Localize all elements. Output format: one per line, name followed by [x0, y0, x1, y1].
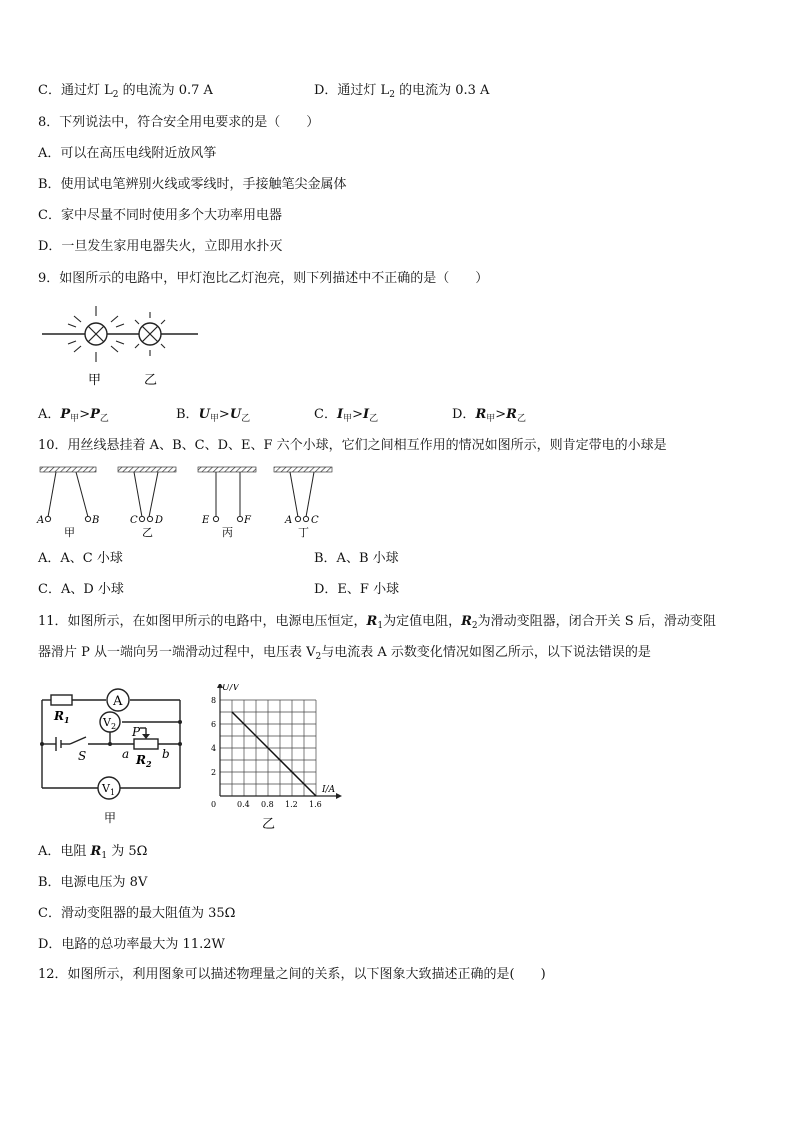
- q11-option-d: D．电路的总功率最大为 11.2W: [38, 937, 225, 952]
- q7-option-d: D．通过灯 $L_2$ 的电流为 0.3 A: [314, 83, 490, 100]
- q9-stem: 9．如图所示的电路中，甲灯泡比乙灯泡亮，则下列描述中不正确的是（ ）: [38, 271, 489, 286]
- ball-label: D: [155, 515, 164, 526]
- group-name: 甲: [64, 526, 75, 539]
- q11-ui-graph: [206, 684, 362, 834]
- s-label: S: [78, 749, 87, 763]
- q8-option-b: B．使用试电笔辨别火线或零线时，手接触笔尖金属体: [38, 177, 347, 192]
- ball-label: E: [202, 515, 210, 526]
- lamp-jia-label: 甲: [88, 373, 102, 388]
- q11-option-b: B．电源电压为 8V: [38, 875, 148, 890]
- circuit-name: 甲: [104, 811, 117, 825]
- lamp-yi-icon: [135, 312, 165, 356]
- q10-option-b: B．A、B 小球: [314, 551, 399, 566]
- ball-label: C: [311, 515, 319, 526]
- graph-name: 乙: [262, 817, 276, 832]
- resistor-r1: [51, 695, 72, 705]
- q8-stem: 8．下列说法中，符合安全用电要求的是（ ）: [38, 115, 320, 130]
- q11-option-c: C．滑动变阻器的最大阻值为 35Ω: [38, 906, 236, 921]
- q9-lamps-figure: [38, 302, 208, 392]
- y-tick-label: 2: [211, 768, 217, 777]
- x-tick-label: 0.8: [261, 800, 274, 809]
- graph-axes: [217, 684, 342, 799]
- r2-label: $R_2$: [136, 753, 152, 769]
- ball-label: A: [285, 515, 293, 526]
- q8-option-c: C．家中尽量不同时使用多个大功率用电器: [38, 208, 282, 223]
- q9-option-b: B．$U_甲>U_乙$: [176, 407, 251, 424]
- q8-option-a: A．可以在高压电线附近放风筝: [38, 146, 217, 161]
- ammeter-label: A: [113, 694, 123, 709]
- q9-option-d: D．$R_甲>R_乙$: [452, 407, 526, 424]
- q10-stem: 10．用丝线悬挂着 A、B、C、D、E、F 六个小球，它们之间相互作用的情况如图所示，则肯定带电的小球是: [38, 438, 667, 453]
- y-axis-label: U/V: [222, 684, 240, 693]
- x-axis-label: I/A: [322, 785, 336, 795]
- graph-series: [232, 712, 316, 796]
- q11-stem-line1: 11．如图所示，在如图甲所示的电路中，电源电压恒定，$R_1$为定值电阻，$R_2$为滑动变阻器，闭合开关 S 后，滑动变阻: [38, 614, 716, 631]
- ball-label: F: [244, 515, 251, 526]
- ball-label: B: [92, 515, 100, 526]
- q10-option-d: D．E、F 小球: [314, 582, 400, 597]
- p-label: P: [132, 725, 141, 739]
- q10-option-a: A．A、C 小球: [38, 551, 123, 566]
- x-tick-label: 1.6: [309, 800, 322, 809]
- q11-stem-line2: 器滑片 P 从一端向另一端滑动过程中，电压表 $V_2$与电流表 A 示数变化情况如图乙所示，以下说法错误的是: [38, 645, 651, 662]
- origin-label: 0: [211, 800, 217, 809]
- x-tick-label: 0.4: [237, 800, 250, 809]
- lamp-yi-label: 乙: [144, 373, 158, 388]
- q9-option-a: A．$P_甲>P_乙$: [38, 407, 109, 424]
- a-label: a: [122, 747, 130, 761]
- v2-label: $V_2$: [103, 716, 117, 731]
- q7-option-c: C．通过灯 $L_2$ 的电流为 0.7 A: [38, 83, 213, 100]
- q11-option-a: A．电阻 $R_1$ 为 5Ω: [38, 844, 148, 861]
- q10-option-c: C．A、D 小球: [38, 582, 124, 597]
- ball-label: A: [37, 515, 45, 526]
- group-name: 丙: [222, 526, 233, 539]
- y-tick-label: 6: [211, 720, 217, 729]
- q11-circuit-figure: [34, 684, 190, 828]
- b-label: b: [162, 747, 170, 761]
- q9-option-c: C．$I_甲>I_乙$: [314, 407, 379, 424]
- y-tick-label: 8: [211, 696, 217, 705]
- series-line: [232, 712, 316, 796]
- q12-stem: 12．如图所示，利用图象可以描述物理量之间的关系，以下图象大致描述正确的是( ): [38, 967, 546, 982]
- q10-balls-figure: [36, 462, 336, 544]
- group-name: 丁: [298, 526, 309, 539]
- resistor-r2: [134, 739, 158, 749]
- ball-label: C: [130, 515, 138, 526]
- graph-labels: [211, 684, 336, 809]
- v1-label: $V_1$: [102, 782, 116, 797]
- x-axis-arrow: [336, 793, 342, 799]
- y-tick-label: 4: [211, 744, 217, 753]
- q8-option-d: D．一旦发生家用电器失火，立即用水扑灭: [38, 239, 283, 254]
- r1-label: $R_1$: [54, 709, 70, 725]
- group-name: 乙: [142, 526, 153, 539]
- x-tick-label: 1.2: [285, 800, 298, 809]
